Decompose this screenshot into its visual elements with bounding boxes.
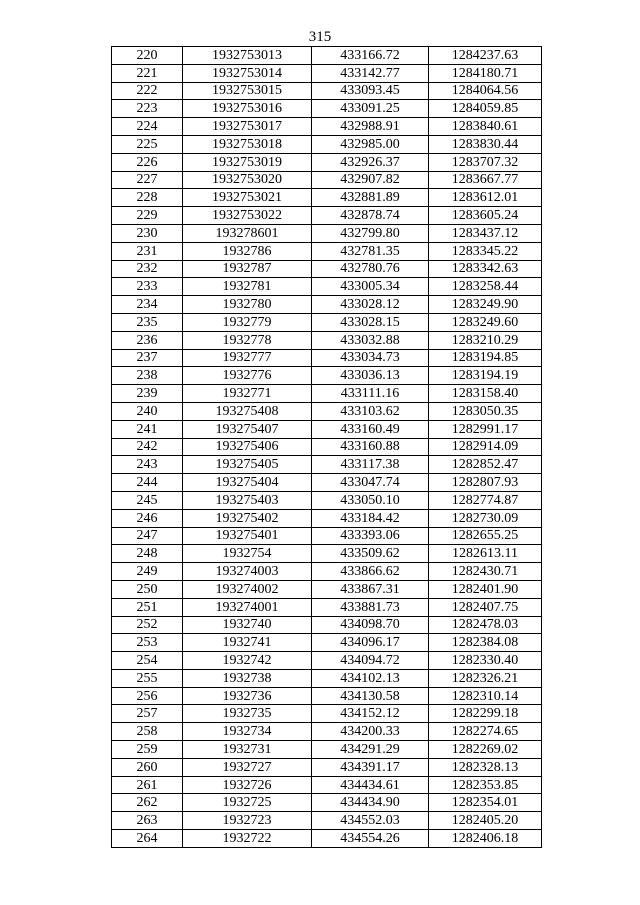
y-coordinate-cell: 1283050.35	[429, 402, 542, 420]
point-id-cell: 193275404	[183, 474, 312, 492]
x-coordinate-cell: 433091.25	[312, 100, 429, 118]
y-coordinate-cell: 1283158.40	[429, 385, 542, 403]
point-id-cell: 1932753017	[183, 118, 312, 136]
table-row	[112, 776, 542, 794]
point-id-cell: 1932753015	[183, 82, 312, 100]
point-id-cell: 1932741	[183, 634, 312, 652]
point-id-cell: 1932753014	[183, 64, 312, 82]
table-row	[112, 474, 542, 492]
table-row	[112, 687, 542, 705]
x-coordinate-cell: 434552.03	[312, 812, 429, 830]
point-id-cell: 1932734	[183, 723, 312, 741]
point-id-cell: 1932779	[183, 313, 312, 331]
table-row	[112, 491, 542, 509]
row-number-cell: 253	[112, 634, 183, 652]
table-row	[112, 652, 542, 670]
row-number-cell: 251	[112, 598, 183, 616]
point-id-cell: 1932742	[183, 652, 312, 670]
point-id-cell: 1932786	[183, 242, 312, 260]
table-row	[112, 741, 542, 759]
table-row	[112, 296, 542, 314]
point-id-cell: 1932722	[183, 830, 312, 848]
row-number-cell: 255	[112, 669, 183, 687]
x-coordinate-cell: 433881.73	[312, 598, 429, 616]
row-number-cell: 220	[112, 47, 183, 65]
table-row	[112, 545, 542, 563]
x-coordinate-cell: 433509.62	[312, 545, 429, 563]
y-coordinate-cell: 1282326.21	[429, 669, 542, 687]
y-coordinate-cell: 1282407.75	[429, 598, 542, 616]
row-number-cell: 243	[112, 456, 183, 474]
row-number-cell: 223	[112, 100, 183, 118]
y-coordinate-cell: 1283258.44	[429, 278, 542, 296]
table-row	[112, 830, 542, 848]
row-number-cell: 226	[112, 153, 183, 171]
row-number-cell: 250	[112, 580, 183, 598]
x-coordinate-cell: 434130.58	[312, 687, 429, 705]
row-number-cell: 257	[112, 705, 183, 723]
point-id-cell: 193274001	[183, 598, 312, 616]
x-coordinate-cell: 432780.76	[312, 260, 429, 278]
point-id-cell: 193274003	[183, 563, 312, 581]
x-coordinate-cell: 434434.61	[312, 776, 429, 794]
row-number-cell: 234	[112, 296, 183, 314]
row-number-cell: 235	[112, 313, 183, 331]
y-coordinate-cell: 1283345.22	[429, 242, 542, 260]
x-coordinate-cell: 433050.10	[312, 491, 429, 509]
point-id-cell: 1932778	[183, 331, 312, 349]
table-row	[112, 207, 542, 225]
x-coordinate-cell: 434391.17	[312, 758, 429, 776]
x-coordinate-cell: 433032.88	[312, 331, 429, 349]
x-coordinate-cell: 432781.35	[312, 242, 429, 260]
y-coordinate-cell: 1282655.25	[429, 527, 542, 545]
table-row	[112, 100, 542, 118]
x-coordinate-cell: 433160.49	[312, 420, 429, 438]
y-coordinate-cell: 1282478.03	[429, 616, 542, 634]
y-coordinate-cell: 1283707.32	[429, 153, 542, 171]
point-id-cell: 1932725	[183, 794, 312, 812]
x-coordinate-cell: 434098.70	[312, 616, 429, 634]
x-coordinate-cell: 433028.15	[312, 313, 429, 331]
point-id-cell: 193275401	[183, 527, 312, 545]
y-coordinate-cell: 1282401.90	[429, 580, 542, 598]
table-row	[112, 705, 542, 723]
point-id-cell: 1932753016	[183, 100, 312, 118]
point-id-cell: 193274002	[183, 580, 312, 598]
point-id-cell: 1932753021	[183, 189, 312, 207]
point-id-cell: 1932723	[183, 812, 312, 830]
table-row	[112, 420, 542, 438]
y-coordinate-cell: 1283667.77	[429, 171, 542, 189]
point-id-cell: 1932726	[183, 776, 312, 794]
y-coordinate-cell: 1282384.08	[429, 634, 542, 652]
table-row	[112, 278, 542, 296]
point-id-cell: 1932736	[183, 687, 312, 705]
x-coordinate-cell: 434096.17	[312, 634, 429, 652]
table-row	[112, 402, 542, 420]
x-coordinate-cell: 433034.73	[312, 349, 429, 367]
y-coordinate-cell: 1282299.18	[429, 705, 542, 723]
row-number-cell: 224	[112, 118, 183, 136]
x-coordinate-cell: 432988.91	[312, 118, 429, 136]
table-row	[112, 794, 542, 812]
x-coordinate-cell: 432985.00	[312, 135, 429, 153]
y-coordinate-cell: 1282406.18	[429, 830, 542, 848]
row-number-cell: 232	[112, 260, 183, 278]
x-coordinate-cell: 432878.74	[312, 207, 429, 225]
table-row	[112, 224, 542, 242]
y-coordinate-cell: 1282269.02	[429, 741, 542, 759]
y-coordinate-cell: 1284180.71	[429, 64, 542, 82]
point-id-cell: 1932787	[183, 260, 312, 278]
point-id-cell: 193275402	[183, 509, 312, 527]
table-row	[112, 135, 542, 153]
row-number-cell: 264	[112, 830, 183, 848]
row-number-cell: 222	[112, 82, 183, 100]
table-row	[112, 349, 542, 367]
table-row	[112, 171, 542, 189]
row-number-cell: 241	[112, 420, 183, 438]
x-coordinate-cell: 433166.72	[312, 47, 429, 65]
table-row	[112, 598, 542, 616]
point-id-cell: 1932753018	[183, 135, 312, 153]
x-coordinate-cell: 434152.12	[312, 705, 429, 723]
y-coordinate-cell: 1283840.61	[429, 118, 542, 136]
page-number: 315	[308, 29, 332, 45]
point-id-cell: 1932727	[183, 758, 312, 776]
x-coordinate-cell: 433867.31	[312, 580, 429, 598]
table-row	[112, 64, 542, 82]
point-id-cell: 1932740	[183, 616, 312, 634]
row-number-cell: 263	[112, 812, 183, 830]
table-row	[112, 456, 542, 474]
point-id-cell: 193275403	[183, 491, 312, 509]
x-coordinate-cell: 432926.37	[312, 153, 429, 171]
row-number-cell: 252	[112, 616, 183, 634]
y-coordinate-cell: 1282430.71	[429, 563, 542, 581]
row-number-cell: 227	[112, 171, 183, 189]
point-id-cell: 1932771	[183, 385, 312, 403]
row-number-cell: 259	[112, 741, 183, 759]
row-number-cell: 256	[112, 687, 183, 705]
y-coordinate-cell: 1282330.40	[429, 652, 542, 670]
y-coordinate-cell: 1283194.19	[429, 367, 542, 385]
x-coordinate-cell: 433047.74	[312, 474, 429, 492]
x-coordinate-cell: 433028.12	[312, 296, 429, 314]
point-id-cell: 193275405	[183, 456, 312, 474]
table-row	[112, 758, 542, 776]
y-coordinate-cell: 1283612.01	[429, 189, 542, 207]
row-number-cell: 238	[112, 367, 183, 385]
row-number-cell: 262	[112, 794, 183, 812]
x-coordinate-cell: 433093.45	[312, 82, 429, 100]
table-row	[112, 189, 542, 207]
table-row	[112, 47, 542, 65]
x-coordinate-cell: 432907.82	[312, 171, 429, 189]
y-coordinate-cell: 1282354.01	[429, 794, 542, 812]
point-id-cell: 193275407	[183, 420, 312, 438]
point-id-cell: 1932780	[183, 296, 312, 314]
row-number-cell: 225	[112, 135, 183, 153]
x-coordinate-cell: 433103.62	[312, 402, 429, 420]
table-row	[112, 563, 542, 581]
x-coordinate-cell: 433036.13	[312, 367, 429, 385]
x-coordinate-cell: 433393.06	[312, 527, 429, 545]
x-coordinate-cell: 434094.72	[312, 652, 429, 670]
row-number-cell: 248	[112, 545, 183, 563]
x-coordinate-cell: 432799.80	[312, 224, 429, 242]
y-coordinate-cell: 1282991.17	[429, 420, 542, 438]
row-number-cell: 249	[112, 563, 183, 581]
table-row	[112, 669, 542, 687]
coordinates-table	[111, 46, 542, 848]
row-number-cell: 229	[112, 207, 183, 225]
y-coordinate-cell: 1282613.11	[429, 545, 542, 563]
table-row	[112, 367, 542, 385]
table-row	[112, 153, 542, 171]
point-id-cell: 193275408	[183, 402, 312, 420]
point-id-cell: 1932753020	[183, 171, 312, 189]
x-coordinate-cell: 434200.33	[312, 723, 429, 741]
point-id-cell: 1932781	[183, 278, 312, 296]
row-number-cell: 247	[112, 527, 183, 545]
row-number-cell: 221	[112, 64, 183, 82]
row-number-cell: 236	[112, 331, 183, 349]
point-id-cell: 1932735	[183, 705, 312, 723]
table-row	[112, 438, 542, 456]
y-coordinate-cell: 1283249.90	[429, 296, 542, 314]
y-coordinate-cell: 1282852.47	[429, 456, 542, 474]
table-row	[112, 260, 542, 278]
table-row	[112, 580, 542, 598]
y-coordinate-cell: 1282730.09	[429, 509, 542, 527]
y-coordinate-cell: 1283194.85	[429, 349, 542, 367]
row-number-cell: 230	[112, 224, 183, 242]
y-coordinate-cell: 1282310.14	[429, 687, 542, 705]
y-coordinate-cell: 1283342.63	[429, 260, 542, 278]
point-id-cell: 193278601	[183, 224, 312, 242]
table-row	[112, 385, 542, 403]
table-row	[112, 242, 542, 260]
table-row	[112, 118, 542, 136]
table-row	[112, 331, 542, 349]
x-coordinate-cell: 434554.26	[312, 830, 429, 848]
table-row	[112, 527, 542, 545]
row-number-cell: 260	[112, 758, 183, 776]
point-id-cell: 193275406	[183, 438, 312, 456]
y-coordinate-cell: 1283605.24	[429, 207, 542, 225]
x-coordinate-cell: 433142.77	[312, 64, 429, 82]
x-coordinate-cell: 433866.62	[312, 563, 429, 581]
row-number-cell: 228	[112, 189, 183, 207]
table-row	[112, 509, 542, 527]
x-coordinate-cell: 434102.13	[312, 669, 429, 687]
x-coordinate-cell: 433160.88	[312, 438, 429, 456]
row-number-cell: 240	[112, 402, 183, 420]
x-coordinate-cell: 434434.90	[312, 794, 429, 812]
row-number-cell: 261	[112, 776, 183, 794]
y-coordinate-cell: 1282914.09	[429, 438, 542, 456]
y-coordinate-cell: 1282274.65	[429, 723, 542, 741]
table-row	[112, 723, 542, 741]
table-row	[112, 82, 542, 100]
y-coordinate-cell: 1284237.63	[429, 47, 542, 65]
point-id-cell: 1932753013	[183, 47, 312, 65]
y-coordinate-cell: 1283249.60	[429, 313, 542, 331]
y-coordinate-cell: 1282774.87	[429, 491, 542, 509]
x-coordinate-cell: 433111.16	[312, 385, 429, 403]
table-row	[112, 313, 542, 331]
y-coordinate-cell: 1283437.12	[429, 224, 542, 242]
point-id-cell: 1932753022	[183, 207, 312, 225]
point-id-cell: 1932777	[183, 349, 312, 367]
x-coordinate-cell: 433117.38	[312, 456, 429, 474]
point-id-cell: 1932753019	[183, 153, 312, 171]
point-id-cell: 1932776	[183, 367, 312, 385]
table-row	[112, 812, 542, 830]
point-id-cell: 1932738	[183, 669, 312, 687]
y-coordinate-cell: 1284064.56	[429, 82, 542, 100]
y-coordinate-cell: 1284059.85	[429, 100, 542, 118]
x-coordinate-cell: 434291.29	[312, 741, 429, 759]
y-coordinate-cell: 1282405.20	[429, 812, 542, 830]
x-coordinate-cell: 432881.89	[312, 189, 429, 207]
y-coordinate-cell: 1283210.29	[429, 331, 542, 349]
y-coordinate-cell: 1282807.93	[429, 474, 542, 492]
table-body	[112, 47, 542, 848]
row-number-cell: 244	[112, 474, 183, 492]
point-id-cell: 1932754	[183, 545, 312, 563]
row-number-cell: 254	[112, 652, 183, 670]
y-coordinate-cell: 1282353.85	[429, 776, 542, 794]
row-number-cell: 233	[112, 278, 183, 296]
table-row	[112, 616, 542, 634]
row-number-cell: 245	[112, 491, 183, 509]
row-number-cell: 239	[112, 385, 183, 403]
table-row	[112, 634, 542, 652]
x-coordinate-cell: 433184.42	[312, 509, 429, 527]
row-number-cell: 246	[112, 509, 183, 527]
row-number-cell: 242	[112, 438, 183, 456]
point-id-cell: 1932731	[183, 741, 312, 759]
row-number-cell: 237	[112, 349, 183, 367]
row-number-cell: 258	[112, 723, 183, 741]
y-coordinate-cell: 1282328.13	[429, 758, 542, 776]
row-number-cell: 231	[112, 242, 183, 260]
y-coordinate-cell: 1283830.44	[429, 135, 542, 153]
x-coordinate-cell: 433005.34	[312, 278, 429, 296]
